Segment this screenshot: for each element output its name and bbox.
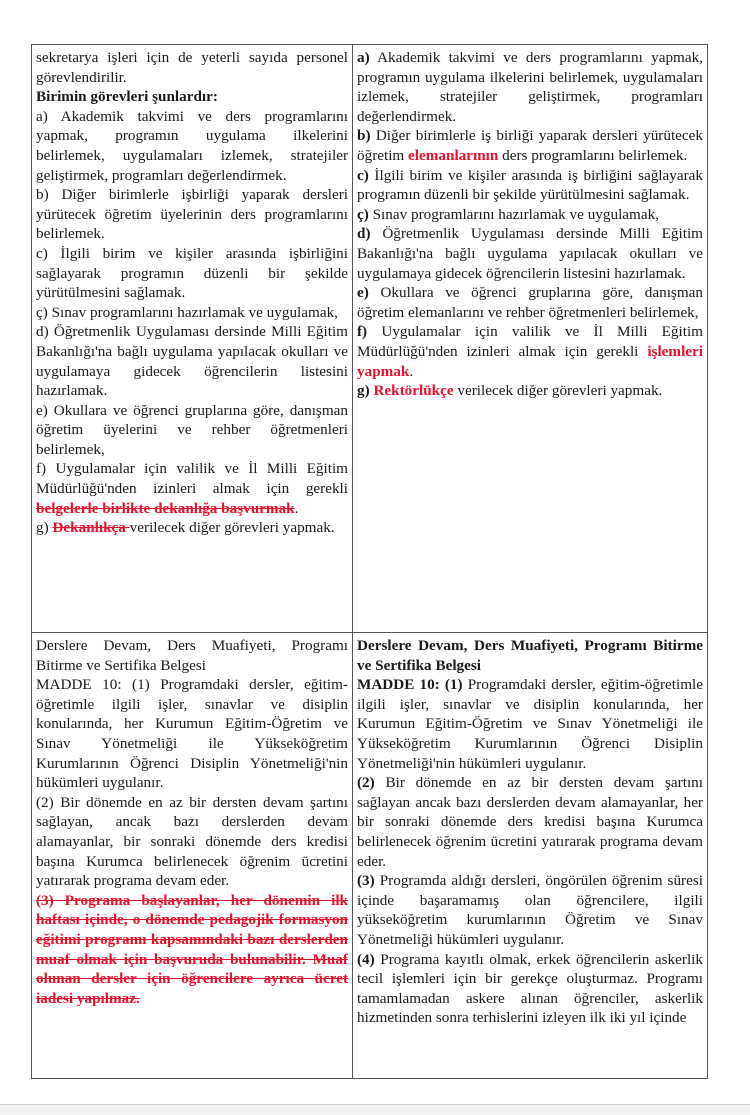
right-column-cell	[353, 45, 708, 633]
text: f) Uygulamalar için valilik ve İl Milli Eğitim Müdürlüğü'nden izinleri almak için gerekli	[36, 460, 348, 498]
text: İlgili birim ve kişiler arasında iş birliğini sağlayarak programın düzenli bir şekilde yürütülmesini sağlamak.	[357, 166, 703, 204]
item-label: (2)	[357, 774, 375, 792]
text: ders programlarını belirlemek.	[498, 146, 688, 164]
changed-text: Rektörlükçe	[369, 382, 454, 400]
table-row	[32, 633, 708, 1079]
text: verilecek diğer görevleri yapmak.	[453, 382, 663, 400]
text: .	[409, 362, 414, 380]
item-label: g)	[357, 382, 370, 400]
list-item	[357, 283, 703, 322]
list-item	[357, 166, 703, 205]
left-column-cell	[32, 633, 353, 1079]
list-item: e) Okullara ve öğrenci gruplarına göre, danışman öğretim üyelerini ve rehber öğretmenleri belirlemek,	[36, 401, 348, 458]
list-item	[357, 205, 703, 225]
item-label: b)	[357, 127, 371, 145]
list-item: c) İlgili birim ve kişiler arasında işbirliğini sağlayarak programın düzenli bir şekilde yürütülmesini sağlamak.	[36, 244, 348, 302]
list-item	[357, 322, 703, 381]
comparison-table	[31, 44, 708, 1079]
item-label: a)	[357, 49, 370, 66]
item-label: e)	[357, 284, 369, 302]
text: Programdaki dersler, eğitim-öğretimle ilgili işler, sınavlar ve disiplin konularında, her Kurumun Eğitim-Öğretim ve Sınav Yönetmeliği ile Yükseköğretim Kurumlarının Öğrenci Disiplin Yönetmeliği'nin hükümleri uygulanır.	[357, 676, 703, 772]
text: Programda aldığı dersleri, öngörülen öğrenim süresi içinde başaramamış olan öğrencilere, ilgili yükseköğretim kurumlarının Öğretim ve Sınav Yönetmeliği hükümleri uygulanır.	[357, 872, 703, 948]
deleted-text: Dekanlıkça	[52, 519, 130, 537]
list-item: d) Öğretmenlik Uygulaması dersinde Milli Eğitim Bakanlığı'na bağlı uygulama yapılacak okulları ve uygulamaya gidecek öğrencilerin listesini hazırlamak.	[36, 323, 348, 400]
paragraph	[357, 950, 703, 1028]
list-item: b) Diğer birimlerle işbirliği yaparak dersleri yürütecek öğretim üyelerinin ders programlarını belirlemek.	[36, 186, 348, 243]
table-row	[32, 45, 708, 633]
item-label: (4)	[357, 950, 375, 968]
changed-text: işlemleri yapmak	[357, 342, 703, 380]
paragraph	[357, 871, 703, 949]
deleted-paragraph: (3) Programa başlayanlar, her dönemin ilk haftası içinde, o dönemde pedagojik formasyon eğitimi programı kapsamındaki bazı derslerden muaf olmak için başvuruda bulunabilir. Muaf olunan dersler için öğrencilere ayrıca ücret iadesi yapılmaz.	[36, 891, 348, 1007]
text: .	[294, 499, 299, 517]
text: Okullara ve öğrenci gruplarına göre, danışman öğretim elemanlarını ve rehber öğretmenleri belirlemek,	[357, 284, 703, 321]
article-label: MADDE 10:	[357, 676, 440, 694]
right-column-cell	[353, 633, 708, 1079]
viewer-footer-bar	[0, 1105, 750, 1115]
list-item	[357, 381, 703, 401]
paragraph: sekretarya işleri için de yeterli sayıda personel görevlendirilir.	[36, 49, 348, 86]
item-label: d)	[357, 225, 371, 243]
list-item	[36, 459, 348, 518]
section-title: Derslere Devam, Ders Muafiyeti, Programı Bitirme ve Sertifika Belgesi	[357, 637, 703, 674]
deleted-text: belgelerle birlikte dekanlığa başvurmak	[36, 499, 295, 517]
list-item	[36, 518, 348, 538]
text: Bir dönemde en az bir dersten devam şartını sağlayan ancak bazı derslerden devam alamayanlar, her bir sonraki dönemde ders kredisi başına Kurumca belirlenecek öğrenim ücretini yatırarak programa devam eder.	[357, 774, 703, 870]
list-item: a) Akademik takvimi ve ders programlarını yapmak, programın uygulama ilkelerini belirlemek, uygulamaları izlemek, stratejiler geliştirmek, programları değerlendirmek.	[36, 107, 348, 184]
text: Öğretmenlik Uygulaması dersinde Milli Eğitim Bakanlığı'na bağlı uygulama yapılacak okulları ve uygulamaya gidecek öğrencilerin listesini hazırlamak.	[357, 225, 703, 282]
item-label: ç)	[357, 205, 369, 223]
paragraph: MADDE 10: (1) Programdaki dersler, eğitim-öğretimle ilgili işler, sınavlar ve disiplin konularında, her Kurumun Eğitim-Öğretim ve Sınav Yönetmeliği ile Yükseköğretim Kurumlarının Öğrenci Disiplin Yönetmeliği'nin hükümleri uygulanır.	[36, 676, 348, 792]
list-item	[357, 48, 703, 126]
text: Programa kayıtlı olmak, erkek öğrencilerin askerlik tecil işlemleri için bir gerekçe oluşturmaz. Programı tamamlamadan askere alınan öğrenciler, askerlik hizmetinden sonra terhislerini izleyen ilk iki yıl içinde	[357, 950, 703, 1027]
left-column-cell	[32, 45, 353, 633]
section-title: Derslere Devam, Ders Muafiyeti, Programı Bitirme ve Sertifika Belgesi	[36, 637, 348, 674]
text: Diğer birimlerle iş birliği yaparak dersleri yürütecek öğretim	[357, 127, 703, 164]
changed-text: elemanlarının	[408, 146, 499, 164]
text: Uygulamalar için valilik ve İl Milli Eğitim Müdürlüğü'nden izinleri almak için gerekli	[357, 323, 703, 360]
text: g)	[36, 519, 53, 537]
list-item	[357, 126, 703, 165]
text: Akademik takvimi ve ders programlarını yapmak, programın uygulama ilkelerini belirlemek, uygulamaları izlemek, stratejiler geliştirmek, programları değerlendirmek.	[357, 49, 703, 125]
item-label: f)	[357, 323, 368, 341]
paragraph	[357, 675, 703, 773]
list-item: ç) Sınav programlarını hazırlamak ve uygulamak,	[36, 303, 338, 321]
section-heading: Birimin görevleri şunlardır:	[36, 88, 218, 106]
item-label: (1)	[439, 676, 463, 694]
paragraph: (2) Bir dönemde en az bir dersten devam şartını sağlayan, ancak bazı derslerden devam alamayanlar, bir sonraki dönemde ders kredisi başına Kurumca belirlenecek öğrenim ücretini yatırarak programa devam eder.	[36, 793, 348, 890]
text: verilecek diğer görevleri yapmak.	[129, 519, 335, 537]
item-label: c)	[357, 166, 369, 184]
item-label: (3)	[357, 872, 375, 890]
list-item	[357, 224, 703, 283]
paragraph	[357, 773, 703, 871]
text: Sınav programlarını hazırlamak ve uygulamak,	[368, 205, 659, 223]
